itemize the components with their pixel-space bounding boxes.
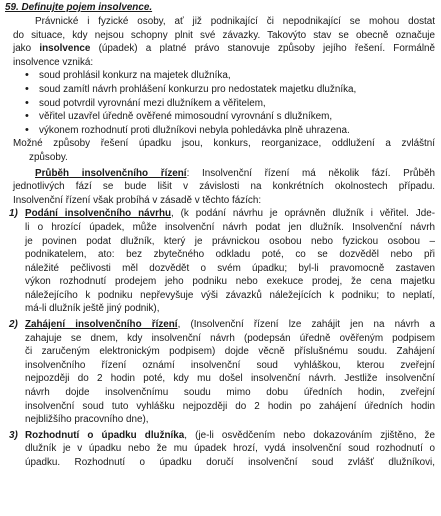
- step-line: li o hrozící úpadek, může insolvenční návrh podat jen dlužník. Insolvenční návrh: [25, 221, 435, 233]
- insolvence-keyword: insolvence: [39, 43, 91, 55]
- step-title: Zahájení insolvenčního řízení: [25, 319, 178, 331]
- process-line: Insolvenční řízení však probíhá v zásadě v těchto fázích:: [13, 194, 262, 206]
- solutions-line: způsoby.: [29, 151, 68, 163]
- step-number: 1): [9, 208, 18, 220]
- step-line: návrh dojde insolvenčnímu soudu mimo dobu úředních hodin, zveřejní: [25, 387, 435, 399]
- process-paragraph: [5, 167, 435, 208]
- list-item: • soud potvrdil vyrovnání mezi dlužníkem a věřitelem,: [25, 97, 435, 111]
- list-item: • soud prohlásil konkurz na majetek dlužníka,: [25, 69, 435, 83]
- step-line: dlužník je v úpadku nebo že mu úpadek hrozí, vydá insolvenční soud rozhodnutí o: [25, 443, 435, 455]
- step-number: 2): [9, 319, 18, 331]
- step-line: podnikatelem, ato: bez zbytečného odkladu poté, co se dozvěděl nebo při: [25, 249, 435, 261]
- step-line: výkon rozhodnutí prodejem jeho podniku nebo exekuce prodej, že cena majetku: [25, 276, 435, 288]
- solutions-line: Možné způsoby řešení úpadku jsou, konkurs, reorganizace, oddlužení a zvláštní: [13, 138, 435, 150]
- step-item: 3) Rozhodnutí o úpadku dlužníka, (je-li osvědčením nebo dokazováním zjištěno, že dlužník je v úpadku nebo že mu úpadek hrozí, vydá insolvenční soud rozhodnutí o úpadku. Rozhodnutí o úpadku doručí insolvenční soud zvlášť dlužníkovi,: [9, 429, 435, 468]
- step-number: 3): [9, 429, 18, 441]
- step-title: Rozhodnutí o úpadku dlužníka: [25, 429, 185, 441]
- intro-paragraph: [5, 15, 435, 69]
- solutions-paragraph: [5, 137, 435, 164]
- step-line: nejpozději do 2 hodin poté, kdy mu došel insolvenční návrh. Jestliže insolvenční: [25, 373, 435, 385]
- list-item: • věřitel uzavřel úředně ověřené mimosoudní vyrovnání s dlužníkem,: [25, 110, 435, 124]
- step-line: nejbližšího pracovního dne),: [25, 414, 149, 426]
- step-line: insolvenčního řízení oznámí insolvenční soud vyhláškou, kterou zveřejní: [25, 359, 435, 371]
- step-line: insolvenční soud tuto vyhlášku nejpozději do 2 hodin po zahájení úředních hodin: [25, 400, 435, 412]
- list-item: • výkonem rozhodnutí proti dlužníkovi nebyla pohledávka plně uhrazena.: [25, 124, 435, 138]
- step-line: či zaručeným elektronickým podpisem) dojde věcně příslušnému soudu. Zahájení: [25, 346, 435, 358]
- step-line: náležejícího k podniku nepřevyšuje výši závazků náležejících k podniku; to neplatí,: [25, 289, 435, 301]
- step-line: je povinen podat dlužník, který je právnickou osobou nebo fyzickou osobou –: [25, 235, 435, 247]
- step-item: 1) Podání insolvenčního návrhu, (k podání návrhu je oprávněn dlužník i věřitel. Jde- li o hrozící úpadek, může insolvenční návrh podat jen dlužník. Insolvenční návrh je povinen podat dlužník, který je právnickou osobou nebo fyzickou osobou – podnikatelem, ato: bez zbytečného odkladu poté, co se dozvěděl nebo při náležité pečlivosti měl dozvědět o svém úpadku; byl-li pravomocně zastaven výkon rozhodnutí prodejem jeho podniku nebo exekuce prodej, že cena majetku náležejícího k podniku nepřevyšuje výši závazků náležejících k podniku; to neplatí, má-li dlužník ještě jiný podnik),: [9, 208, 435, 315]
- process-line: jednotlivých fází se bude lišit v závislosti na konkrétních okolnostech případu.: [13, 181, 435, 193]
- intro-line: Právnické i fyzické osoby, ať již podnikající či nepodnikající se mohou dostat: [35, 16, 435, 27]
- step-item: 2) Zahájení insolvenčního řízení, (Insolvenční řízení lze zahájit jen na návrh a zahajuje se dnem, kdy insolvenční návrh (podepsán úředně ověřeným podpisem či zaručeným elektronickým podpisem) dojde věcně příslušnému soudu. Zahájení insolvenčního řízení oznámí insolvenční soud vyhláškou, kterou zveřejní nejpozději do 2 hodin poté, kdy mu došel insolvenční návrh. Jestliže insolvenční návrh dojde insolvenčnímu soudu mimo dobu úředních hodin, zveřejní insolvenční soud tuto vyhlášku nejpozději do 2 hodin po zahájení úředních hodin nejbližšího pracovního dne),: [9, 319, 436, 426]
- insolvence-conditions-list: [5, 69, 435, 137]
- list-item: • soud zamítl návrh prohlášení konkurzu pro nedostatek majetku dlužníka,: [25, 83, 435, 97]
- step-line: má-li dlužník ještě jiný podnik),: [25, 303, 160, 315]
- document-page: [0, 1, 441, 516]
- intro-line: jako insolvence (úpadek) a platné právo stanovuje způsoby jejího řešení. Formálně: [13, 43, 436, 55]
- intro-line: insolvence vzniká:: [13, 56, 94, 68]
- process-title: Průběh insolvenčního řízení: [35, 167, 187, 179]
- process-line: Průběh insolvenčního řízení: Insolvenční řízení má několik fází. Průběh: [35, 167, 435, 179]
- question-heading: 59. Definujte pojem insolvence.: [5, 2, 153, 13]
- step-line: náležité pečlivosti měl dozvědět o svém úpadku; byl-li pravomocně zastaven: [25, 262, 435, 274]
- step-line: úpadku. Rozhodnutí o úpadku doručí insolvenční soud zvlášť dlužníkovi,: [25, 457, 435, 468]
- intro-line: do situace, kdy nejsou schopny plnit své závazky. Takovýto stav se obecně označuje: [13, 29, 435, 41]
- step-title: Podání insolvenčního návrhu: [25, 208, 172, 220]
- step-line: zahajuje se dnem, kdy insolvenční návrh (podepsán úředně ověřeným podpisem: [25, 332, 435, 344]
